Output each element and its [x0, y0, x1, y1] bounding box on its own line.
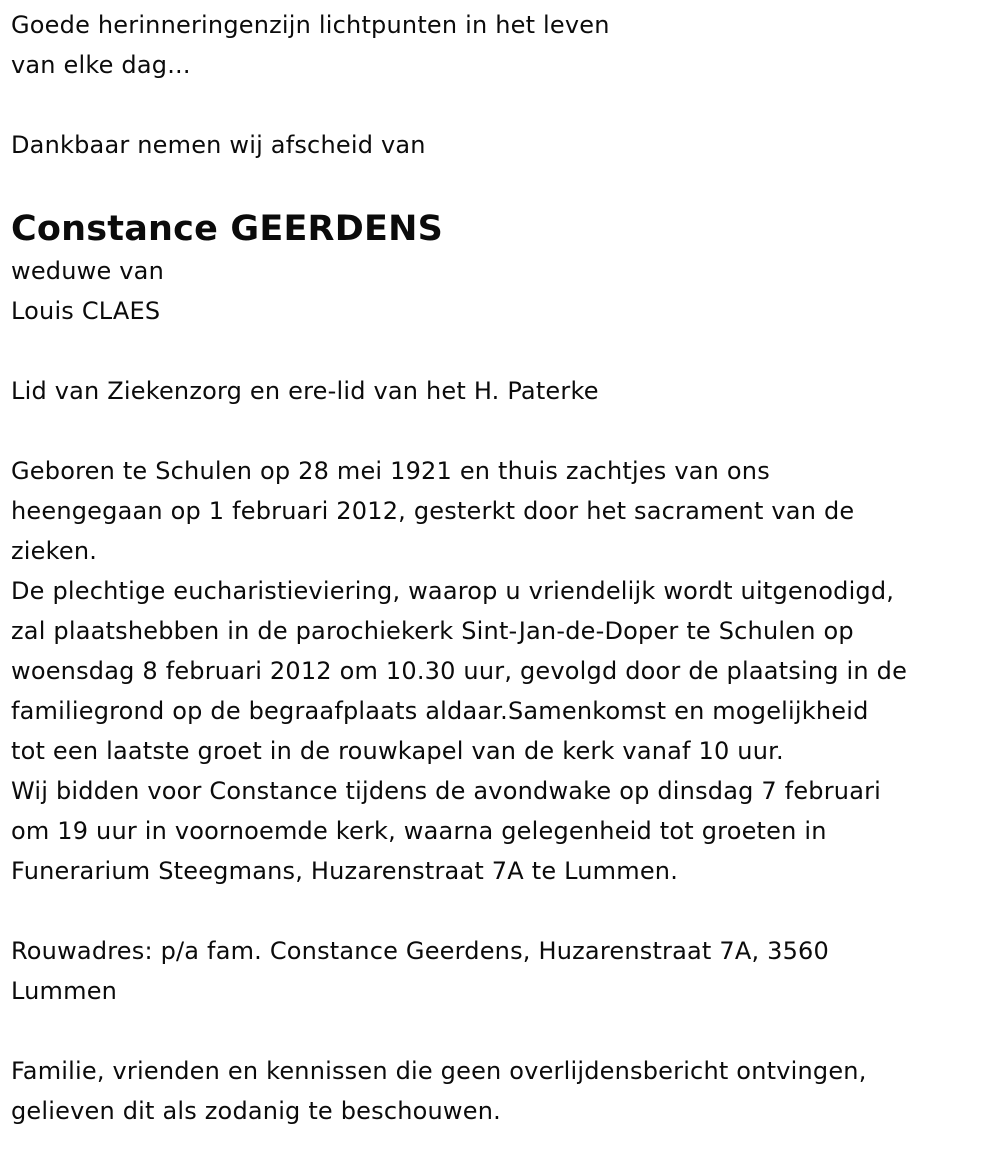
body-line: Geboren te Schulen op 28 mei 1921 en thuis zachtjes van ons [11, 457, 770, 485]
body-line: om 19 uur in voornoemde kerk, waarna gelegenheid tot groeten in [11, 817, 827, 845]
closing-line-2: gelieven dit als zodanig te beschouwen. [11, 1097, 501, 1125]
body-line: Funerarium Steegmans, Huzarenstraat 7A te Lummen. [11, 857, 679, 885]
motto-line-1: Goede herinneringenzijn lichtpunten in het leven [11, 11, 610, 39]
obituary-document [11, 5, 986, 1131]
spacer [11, 891, 986, 931]
spacer [11, 85, 986, 125]
body-line: tot een laatste groet in de rouwkapel van de kerk vanaf 10 uur. [11, 737, 784, 765]
intro-text: Dankbaar nemen wij afscheid van [11, 131, 426, 159]
body-line: zal plaatshebben in de parochiekerk Sint-Jan-de-Doper te Schulen op [11, 617, 854, 645]
relation-text: weduwe van [11, 257, 164, 285]
body-line: heengegaan op 1 februari 2012, gesterkt door het sacrament van de [11, 497, 855, 525]
closing-line-1: Familie, vrienden en kennissen die geen overlijdensbericht ontvingen, [11, 1057, 867, 1085]
body-line: De plechtige eucharistieviering, waarop u vriendelijk wordt uitgenodigd, [11, 577, 895, 605]
body-line: woensdag 8 februari 2012 om 10.30 uur, gevolgd door de plaatsing in de [11, 657, 908, 685]
deceased-name: Constance GEERDENS [11, 209, 443, 249]
spacer [11, 165, 986, 205]
body-line: familiegrond op de begraafplaats aldaar.Samenkomst en mogelijkheid [11, 697, 869, 725]
body-line: zieken. [11, 537, 98, 565]
spacer [11, 411, 986, 451]
body-line: Wij bidden voor Constance tijdens de avondwake op dinsdag 7 februari [11, 777, 882, 805]
membership-text: Lid van Ziekenzorg en ere-lid van het H. Paterke [11, 377, 599, 405]
spacer [11, 331, 986, 371]
spacer [11, 1011, 986, 1051]
mourning-address-line-2: Lummen [11, 977, 118, 1005]
motto-line-2: van elke dag... [11, 51, 191, 79]
mourning-address-line-1: Rouwadres: p/a fam. Constance Geerdens, Huzarenstraat 7A, 3560 [11, 937, 829, 965]
spouse-name: Louis CLAES [11, 297, 161, 325]
